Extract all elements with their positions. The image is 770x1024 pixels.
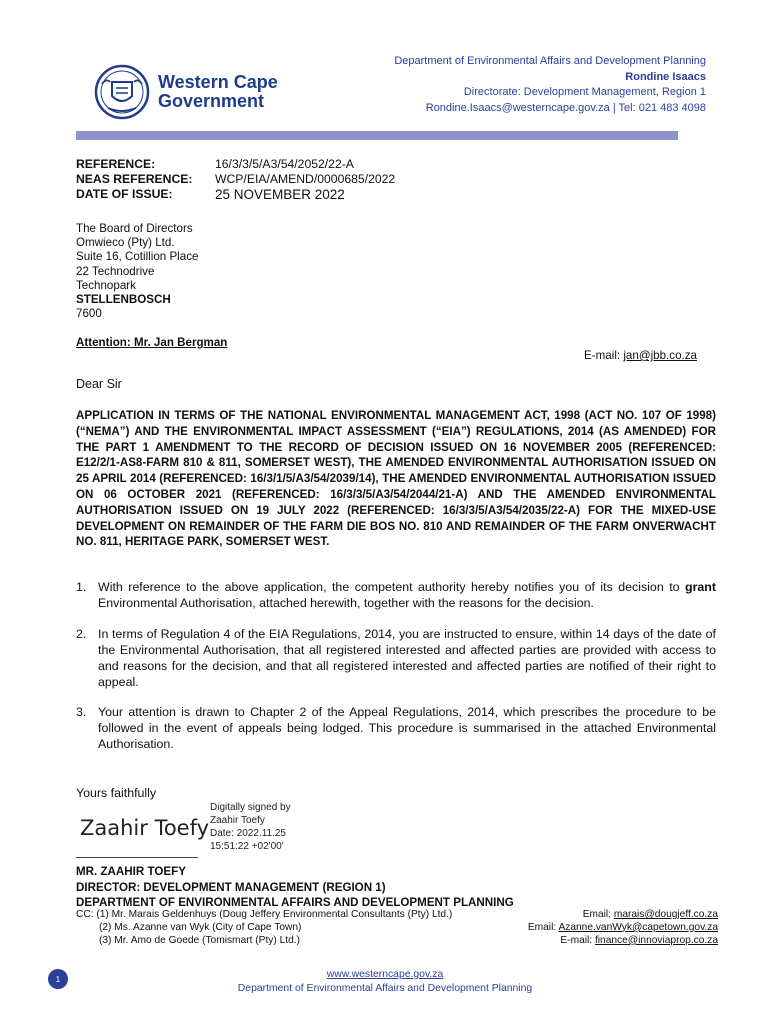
reference-block [76,157,395,202]
paragraph-text: Your attention is drawn to Chapter 2 of the Appeal Regulations, 2014, which prescribes the procedure to be followed in the event of appeals being lodged. This procedure is summarised in the attached Environmental Authorisation. [98,705,716,752]
logo-line-2: Government [158,91,265,111]
footer-department: Department of Environmental Affairs and Development Planning [237,983,533,994]
cc-row [76,922,718,935]
cc-email-link[interactable]: finance@innoviaprop.co.za [594,934,718,946]
paragraph-number: 2. [76,626,87,641]
paragraph-text-bold: grant [685,580,716,594]
paragraph-item [76,627,716,691]
signer-department: DEPARTMENT OF ENVIRONMENTAL AFFAIRS AND DEVELOPMENT PLANNING [76,896,514,909]
numbered-paragraphs [76,580,716,768]
header-rule [76,131,678,140]
letterhead-directorate: Directorate: Development Management, Region 1 [463,86,706,98]
address-postcode: 7600 [76,307,102,321]
attention-line: Attention: Mr. Jan Bergman [76,336,228,349]
paragraph-number: 3. [76,705,87,720]
signer-name: MR. ZAAHIR TOEFY [76,865,186,878]
paragraph-text-pre: With reference to the above application, the competent authority hereby notifies you of its decision to [98,580,686,594]
date-of-issue-label: DATE OF ISSUE: [76,187,173,201]
footer-website-link[interactable]: www.westerncape.gov.za [326,969,444,980]
cc-email-label: Email: [582,909,614,920]
signer-title: DIRECTOR: DEVELOPMENT MANAGEMENT (REGION 1) [76,880,386,894]
address-line: The Board of Directors [76,222,193,235]
cc-email [583,909,718,922]
signature-line [76,857,198,858]
subject-heading: APPLICATION IN TERMS OF THE NATIONAL ENVIRONMENTAL MANAGEMENT ACT, 1998 (ACT NO. 107 OF 1998) (“NEMA”) AND THE ENVIRONMENTAL IMPACT ASSESSMENT (“EIA”) REGULATIONS, 2014 (AS AMENDED) FOR THE PART 1 AMENDMENT TO THE RECORD OF DECISION ISSUED ON 16 NOVEMBER 2005 (REFERENCED: E12/2/1-AS8-FARM 810 & 811, SOMERSET WEST), THE AMENDED ENVIRONMENTAL AUTHORISATION ISSUED ON 25 APRIL 2014 (REFERENCED: 16/3/1/5/A3/54/2039/14), THE AMENDED ENVIRONMENTAL AUTHORISATION ISSUED ON 06 OCTOBER 2021 (REFERENCED: 16/3/3/5/A3/54/2044/21-A) AND THE AMENDED ENVIRONMENTAL AUTHORISATION ISSUED ON 19 JULY 2022 (REFERENCED: 16/3/3/5/A3/54/2035/22-A) FOR THE MIXED-USE DEVELOPMENT ON REMAINDER OF THE FARM DIE BOS NO. 810 AND REMAINDER OF THE FARM ONVERWACHT NO. 811, HERITAGE PARK, SOMERSET WEST. [76,409,716,549]
letterhead-person: Rondine Isaacs [625,70,706,83]
letterhead-email-tel: Rondine.Isaacs@westerncape.gov.za | Tel: 021 483 4098 [425,101,706,114]
cc-email [528,922,718,935]
western-cape-logo [92,64,292,120]
cc-list [76,909,718,947]
date-of-issue-value: 25 NOVEMBER 2022 [215,187,345,202]
neas-reference-label: NEAS REFERENCE: [76,172,193,186]
signature-detail: Date: 2022.11.25 [210,828,286,839]
closing-line: Yours faithfully [76,786,157,800]
signature-detail: 15:51:22 +02'00' [210,841,284,852]
letterhead-contact [394,54,706,116]
recipient-email [584,349,697,362]
page-footer [0,968,770,996]
signature-detail: Digitally signed by [210,802,291,813]
cc-email-link[interactable]: marais@dougjeff.co.za [613,909,718,920]
cc-email [560,935,718,948]
address-line: Technopark [76,278,136,292]
cc-recipient: CC: (1) Mr. Marais Geldenhuys (Doug Jeffery Environmental Consultants (Pty) Ltd.) [76,909,453,920]
neas-reference-value: WCP/EIA/AMEND/0000685/2022 [215,172,396,186]
cc-row [76,935,718,948]
digital-signature-details[interactable] [210,801,291,853]
paragraph-text: In terms of Regulation 4 of the EIA Regulations, 2014, you are instructed to ensure, within 14 days of the date of the Environmental Authorisation, that all registered interested and affected parties are provided with access to and reasons for the decision, and that all registered interested and affected parties are notified of their right to appeal. [98,626,716,689]
paragraph-item [76,580,716,612]
cc-row [76,909,718,922]
address-city: STELLENBOSCH [76,293,171,307]
recipient-email-link[interactable]: jan@jbb.co.za [623,349,697,362]
reference-value: 16/3/3/5/A3/54/2052/22-A [215,157,354,171]
reference-row [76,157,395,172]
cc-email-label: Email: [527,921,559,933]
coat-of-arms-icon [92,64,152,120]
page-number-badge: 1 [48,969,68,989]
paragraph-text [98,580,716,612]
reference-label: REFERENCE: [76,157,156,171]
date-of-issue-row [76,187,395,202]
cc-email-label: E-mail: [560,934,595,946]
signature-detail: Zaahir Toefy [210,815,265,826]
logo-wordmark [158,73,278,111]
cc-recipient: (2) Ms. Azanne van Wyk (City of Cape Town) [99,921,302,933]
address-line: Omwieco (Pty) Ltd. [76,236,175,250]
digital-signature-name[interactable]: Zaahir Toefy [80,816,210,840]
paragraph-number: 1. [76,580,87,594]
neas-reference-row [76,172,395,187]
paragraph-item [76,705,716,753]
recipient-address [76,222,198,321]
salutation: Dear Sir [76,377,122,391]
letterhead-department: Department of Environmental Affairs and Development Planning [394,55,706,67]
logo-line-1: Western Cape [158,72,278,92]
recipient-email-label: E-mail: [584,349,624,362]
signer-block [76,864,514,911]
address-line: Suite 16, Cotillion Place [76,250,199,264]
cc-email-link[interactable]: Azanne.vanWyk@capetown.gov.za [558,921,718,933]
cc-recipient: (3) Mr. Amo de Goede (Tomismart (Pty) Ltd.) [99,934,300,946]
paragraph-text-post: Environmental Authorisation, attached herewith, together with the reasons for the decision. [98,595,594,610]
address-line: 22 Technodrive [76,264,155,278]
